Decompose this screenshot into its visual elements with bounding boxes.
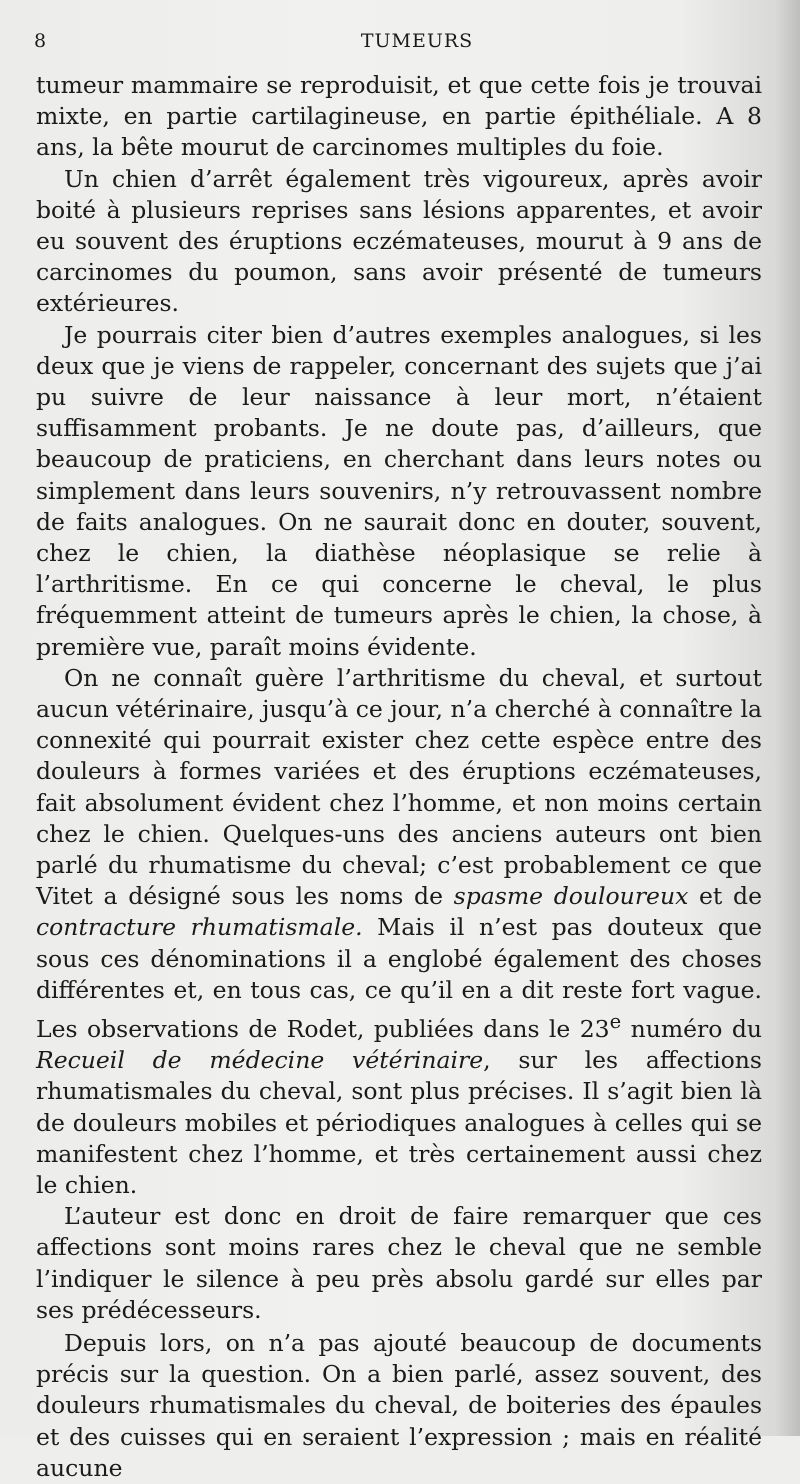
paragraph-5: L’auteur est donc en droit de faire remarquer que ces affections sont moins rares chez le cheval que ne semble l’indiquer le silence à peu près absolu gardé sur elles par ses prédécesseurs. <box>36 1202 762 1324</box>
paragraph-4-part-1: On ne connaît guère l’arthritisme du cheval, et surtout aucun vétérinaire, jusqu’à ce jour, n’a cherché à connaître la connexité qui pourrait exister chez cette espèce entre des douleurs à formes variées et des éruptions eczémateuses, fait absolument évident chez l’homme, et non moins certain chez le chien. Quelques-uns des anciens auteurs ont bien parlé du rhumatisme du cheval; c’est probablement ce que Vitet a désigné sous les noms de <box>36 663 762 911</box>
paragraph-2: Un chien d’arrêt également très vigoureux, après avoir boité à plusieurs reprises sans lésions apparentes, et avoir eu souvent des éruptions eczémateuses, mourut à 9 ans de carcinomes du poumon, sans avoir présenté de tumeurs extérieures. <box>36 164 762 318</box>
page-number: 8 <box>34 30 48 52</box>
ordinal-superscript: e <box>609 1010 622 1034</box>
paragraph-4-part-4: numéro du <box>621 1014 762 1043</box>
paragraph-4-part-2: et de <box>688 882 763 911</box>
body-text <box>36 70 762 1484</box>
paragraph-6: Depuis lors, on n’a pas ajouté beaucoup de documents précis sur la question. On a bien parlé, assez souvent, des douleurs rhumatismales du cheval, de boiteries des épaules et des cuisses qui en seraient l’expression ; mais en réalité aucune <box>36 1328 762 1482</box>
paragraph-4-part-5: , sur les affections rhumatismales du cheval, sont plus précises. Il s’agit bien là de douleurs mobiles et périodiques analogues à celles qui se manifestent chez l’homme, et très certainement aussi chez le chien. <box>36 1046 762 1199</box>
page-header <box>34 30 760 64</box>
italic-term-contracture: contracture rhumatismale. <box>36 913 363 942</box>
italic-term-spasme: spasme douloureux <box>453 882 689 911</box>
running-title: TUMEURS <box>360 30 474 52</box>
paragraph-3: Je pourrais citer bien d’autres exemples analogues, si les deux que je viens de rappeler, concernant des sujets que j’ai pu suivre de leur naissance à leur mort, n’étaient suffisamment probants. Je ne doute pas, d’ailleurs, que beaucoup de praticiens, en cherchant dans leurs notes ou simplement dans leurs souvenirs, n’y retrouvassent nombre de faits analogues. On ne saurait donc en douter, souvent, chez le chien, la diathèse néoplasique se relie à l’arthritisme. En ce qui concerne le cheval, le plus fréquemment atteint de tumeurs après le chien, la chose, à première vue, paraît moins évidente. <box>36 320 762 661</box>
paragraph-4 <box>36 663 762 1201</box>
paragraph-1: tumeur mammaire se reproduisit, et que cette fois je trouvai mixte, en partie cartilagineuse, en partie épithéliale. A 8 ans, la bête mourut de carcinomes multiples du foie. <box>36 71 762 162</box>
paragraph-4-part-3: Mais il n’est pas douteux que sous ces dénominations il a englobé également des choses différentes et, en tous cas, ce qu’il en a dit reste fort vague. Les observations de Rodet, publiées dans le 23 <box>36 913 762 1043</box>
italic-journal-title: Recueil de médecine vétérinaire <box>36 1046 484 1075</box>
